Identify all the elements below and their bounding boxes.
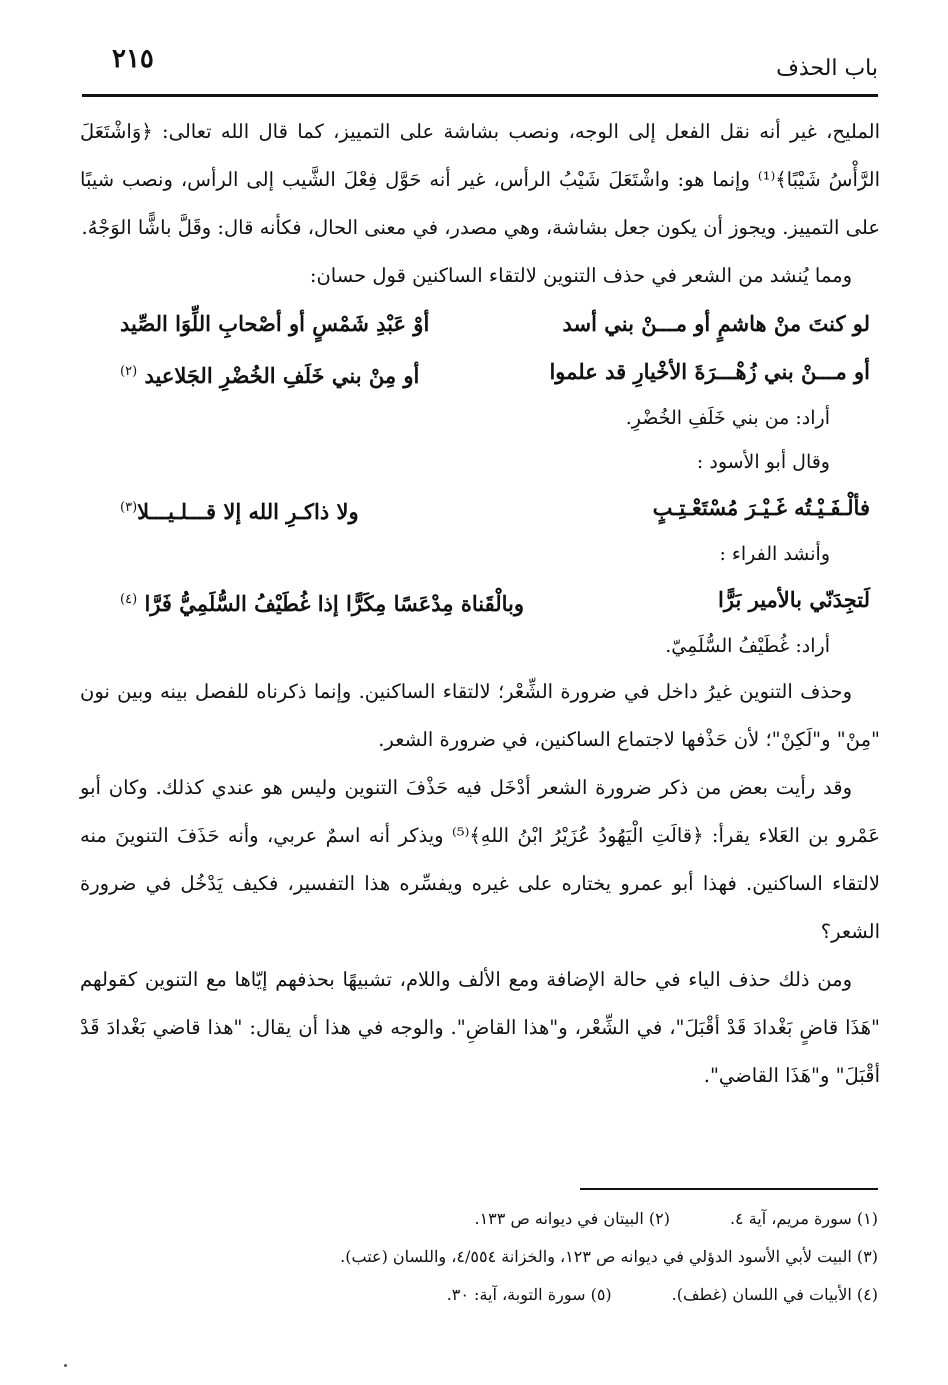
footnote-2: (٢) البيتان في ديوانه ص ١٣٣. xyxy=(474,1209,670,1228)
footnote-3: (٣) البيت لأبي الأسود الدؤلي في ديوانه ص ١٢٣، والخزانة ٤/٥٥٤، واللسان (عتب). xyxy=(340,1247,878,1266)
hemistich: لَتجِدَنّي بالأمير بَرًّا xyxy=(718,587,870,612)
footnotes xyxy=(68,1200,878,1314)
paragraph-1: المليح، غير أنه نقل الفعل إلى الوجه، ونصب بشاشة على التمييز، كما قال الله تعالى: ﴿وَاشْتَعَلَ الرَّأْسُ شَيْبًا﴾⁽¹⁾ وإنما هو: واشْتَعَلَ شَيْبُ الرأس، غير أنه حَوَّل فِعْلَ الشَّيب إلى الرأس، ونصب شيبًا على التمييز. ويجوز أن يكون جعل بشاشة، وهي مصدر، في معنى الحال، فكأنه قال: وقَلَّ باشًّا الوَجْهُ. xyxy=(80,120,881,239)
footnote-ref: (٤) xyxy=(120,592,138,607)
hemistich: فألْـفَـيْـتُه غَـيْـرَ مُسْتَعْـتِـبٍ xyxy=(652,495,870,520)
hemistich: أوْ عَبْدِ شَمْسٍ أو أصْحابِ اللِّوَا الصِّيد xyxy=(120,311,430,336)
hemistich-with-note xyxy=(120,576,524,624)
footnote-1: (١) سورة مريم، آية ٤. xyxy=(729,1209,878,1228)
verse-1-line-1 xyxy=(80,300,880,348)
footnote-rule xyxy=(580,1188,878,1190)
hemistich: وبالْقَناة مِدْعَسًا مِكَرًّا إذا غُطَيْفُ السُّلَمِيُّ فَرَّا xyxy=(144,591,524,616)
footnote-row xyxy=(68,1200,878,1238)
verse-3 xyxy=(80,576,880,624)
paragraph-4: وقد رأيت بعض من ذكر ضرورة الشعر أدْخَل فيه حَذْفَ التنوين وليس هو عندي كذلك. وكان أبو عَمْرو بن العَلاء يقرأ: ﴿قالَتِ الْيَهُودُ عُزَيْرُ ابْنُ اللهِ﴾⁽⁵⁾ ويذكر أنه اسمٌ عربي، وأنه حَذَفَ التنوينَ منه لالتقاء الساكنين. فهذا أبو عمرو يختاره على غيره ويفسِّره هذا التفسير، فكيف يَدْخُل في ضرورة الشعر؟ xyxy=(80,776,880,943)
verse-2 xyxy=(80,484,880,532)
verse-1-line-2 xyxy=(80,348,880,396)
hemistich: أو مـــنْ بني زُهْـــرَةَ الأخْيارِ قد علموا xyxy=(549,359,870,384)
page-number: ٢١٥ xyxy=(112,44,154,74)
chapter-title: باب الحذف xyxy=(776,56,878,81)
footnote-ref: (٢) xyxy=(120,364,138,379)
hemistich: أو مِنْ بني خَلَفِ الخُضْرِ الجَلاعيد xyxy=(144,363,420,388)
intro-abu-al-aswad: وقال أبو الأسود : xyxy=(696,451,830,473)
paragraph-3: وحذف التنوين غيرُ داخل في ضرورة الشِّعْر؛ لالتقاء الساكنين. وإنما ذكرناه للفصل بينه وبين نون "مِنْ" و"لَكِنْ"؛ لأن حَذْفها لاجتماع الساكنين، في ضرورة الشعر. xyxy=(80,680,880,751)
header-rule xyxy=(82,94,878,97)
hemistich: ولا ذاكـرِ الله إلا قـــلـيـــلا xyxy=(137,499,359,524)
footnote-ref: (٣) xyxy=(120,500,138,515)
hemistich-with-note xyxy=(120,348,419,396)
hemistich-with-note xyxy=(120,484,359,532)
note-1: أراد: من بني خَلَفِ الخُضْرِ. xyxy=(625,407,830,429)
stray-mark xyxy=(64,1364,67,1367)
intro-al-farra: وأنشد الفراء : xyxy=(719,543,830,565)
body-text xyxy=(80,108,880,1100)
paragraph-2: ومما يُنشد من الشعر في حذف التنوين لالتقاء الساكنين قول حسان: xyxy=(309,264,852,287)
page-header xyxy=(82,38,878,94)
footnote-row xyxy=(68,1238,878,1276)
footnote-4: (٤) الأبيات في اللسان (غطف). xyxy=(671,1285,878,1304)
paragraph-5: ومن ذلك حذف الياء في حالة الإضافة ومع الألف واللام، تشبيهًا بحذفهم إيّاها مع التنوين كقولهم "هَذَا قاضٍ بَغْدادَ قَدْ أقْبَلَ"، في الشِّعْر، و"هذا القاضِ". والوجه في هذا أن يقال: "هذا قاضي بَغْدادَ قَدْ أقْبَلَ" و"هَذَا القاضي". xyxy=(80,968,880,1087)
footnote-5: (٥) سورة التوبة، آية: ٣٠. xyxy=(446,1285,612,1304)
hemistich: لو كنتَ منْ هاشمٍ أو مـــنْ بني أسد xyxy=(562,311,870,336)
footnote-row xyxy=(68,1276,878,1314)
note-2: أراد: غُطَيْفُ السُّلَمِيّ. xyxy=(665,635,830,657)
